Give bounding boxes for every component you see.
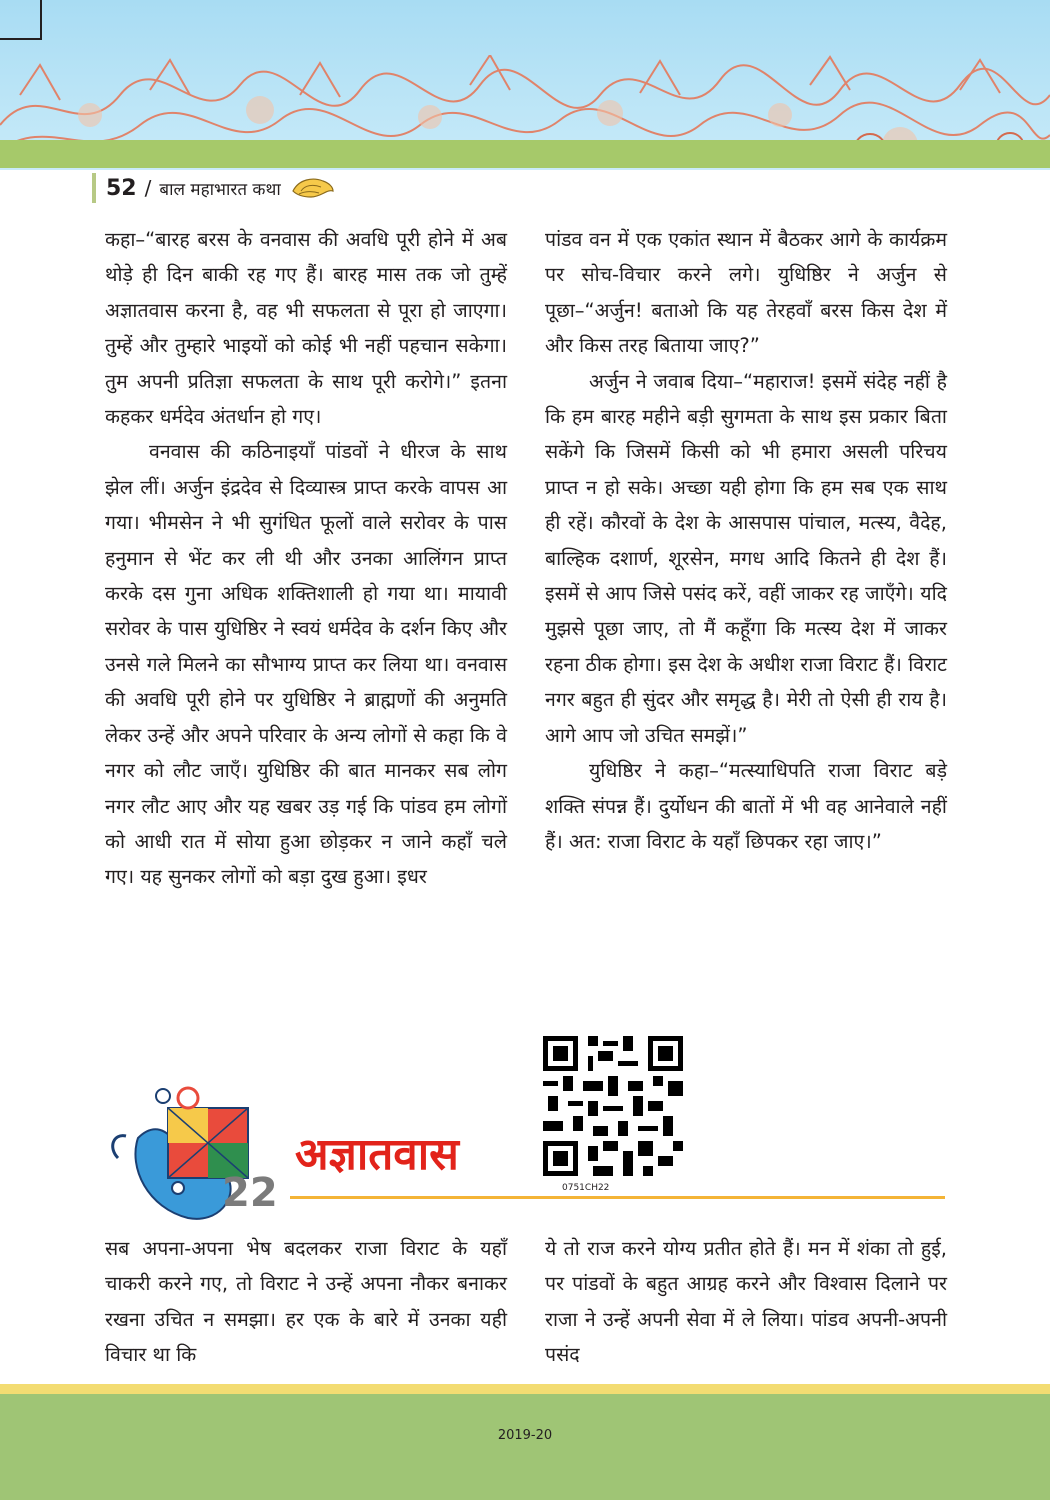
text-column-left xyxy=(105,222,507,895)
qr-code-label: 0751CH22 xyxy=(562,1183,610,1193)
footer-band xyxy=(0,1390,1050,1500)
text-column-right xyxy=(545,222,947,859)
page-number: 52 xyxy=(106,175,137,201)
running-header xyxy=(92,172,335,204)
book-title: बाल महाभारत कथा xyxy=(159,179,281,200)
paragraph: ये तो राज करने योग्य प्रतीत होते हैं। मन में शंका तो हुई, पर पांडवों के बहुत आग्रह करने और विश्वास दिलाने पर राजा ने उन्हें अपनी सेवा में ले लिया। पांडव अपनी-अपनी पसंद xyxy=(545,1237,947,1367)
header-separator: / xyxy=(144,176,152,200)
paragraph: वनवास की कठिनाइयाँ पांडवों ने धीरज के साथ झेल लीं। अर्जुन इंद्रदेव से दिव्यास्त्र प्राप्त करके वापस आ गया। भीमसेन ने भी सुगंधित फूलों वाले सरोवर के पास हनुमान से भेंट कर ली थी और उनका आलिंगन प्राप्त करके दस गुना अधिक शक्तिशाली हो गया था। मायावी सरोवर के पास युधिष्ठिर ने स्वयं धर्मदेव के दर्शन किए और उनसे गले मिलने का सौभाग्य प्राप्त कर लिया था। वनवास की अवधि पूरी होने पर युधिष्ठिर ने ब्राह्मणों की अनुमति लेकर उन्हें और अपने परिवार के अन्य लोगों से कहा कि वे नगर को लौट जाएँ। युधिष्ठिर की बात मानकर सब लोग नगर लौट आए और यह खबर उड़ गई कि पांडव हम लोगों को आधी रात में सोया हुआ छोड़कर न जाने कहाँ चले गए। यह सुनकर लोगों को बड़ा दुख हुआ। इधर xyxy=(105,440,507,889)
header-grass-strip xyxy=(0,140,1050,168)
text-column-left-lower xyxy=(105,1231,507,1373)
header-accent-bar xyxy=(92,173,96,203)
conch-shell-icon xyxy=(291,175,335,201)
text-column-right-lower xyxy=(545,1231,947,1373)
chapter-title: अज्ञातवास xyxy=(295,1129,459,1180)
footer-edge xyxy=(0,1384,1050,1394)
chapter-divider xyxy=(290,1196,945,1199)
edition-year: 2019-20 xyxy=(497,1428,553,1443)
paragraph: पांडव वन में एक एकांत स्थान में बैठकर आगे के कार्यक्रम पर सोच-विचार करने लगे। युधिष्ठिर ने अर्जुन से पूछा–“अर्जुन! बताओ कि यह तेरहवाँ बरस किस देश में और किस तरह बिताया जाए?” xyxy=(545,228,947,358)
chapter-number: 22 xyxy=(222,1170,278,1216)
paragraph: अर्जुन ने जवाब दिया–“महाराज! इसमें संदेह नहीं है कि हम बारह महीने बड़ी सुगमता के साथ इस प्रकार बिता सकेंगे कि जिसमें किसी को भी हमारा असली परिचय प्राप्त न हो सके। अच्छा यही होगा कि हम सब एक साथ ही रहें। कौरवों के देश के आसपास पांचाल, मत्स्य, वैदेह, बाल्हिक दशार्ण, शूरसेन, मगध आदि कितने ही देश हैं। इसमें से आप जिसे पसंद करें, वहीं जाकर रह जाएँगे। यदि मुझसे पूछा जाए, तो मैं कहूँगा कि मत्स्य देश में जाकर रहना ठीक होगा। इस देश के अधीश राजा विराट हैं। विराट नगर बहुत ही सुंदर और समृद्ध है। मेरी तो ऐसी ही राय है। आगे आप जो उचित समझें।” xyxy=(545,369,947,747)
paragraph: युधिष्ठिर ने कहा–“मत्स्याधिपति राजा विराट बड़े शक्ति संपन्न हैं। दुर्योधन की बातों में भी वह आनेवाले नहीं हैं। अत: राजा विराट के यहाँ छिपकर रहा जाए।” xyxy=(545,759,947,853)
qr-code-icon xyxy=(543,1036,683,1176)
crop-mark xyxy=(40,0,42,40)
crop-mark xyxy=(0,38,40,40)
paragraph: कहा–“बारह बरस के वनवास की अवधि पूरी होने में अब थोड़े ही दिन बाकी रह गए हैं। बारह मास तक जो तुम्हें अज्ञातवास करना है, वह भी सफलता से पूरा हो जाएगा। तुम्हें और तुम्हारे भाइयों को कोई भी नहीं पहचान सकेगा। तुम अपनी प्रतिज्ञा सफलता के साथ पूरी करोगे।” इतना कहकर धर्मदेव अंतर्धान हो गए। xyxy=(105,228,507,429)
paragraph: सब अपना-अपना भेष बदलकर राजा विराट के यहाँ चाकरी करने गए, तो विराट ने उन्हें अपना नौकर बनाकर रखना उचित न समझा। हर एक के बारे में उनका यही विचार था कि xyxy=(105,1237,507,1367)
